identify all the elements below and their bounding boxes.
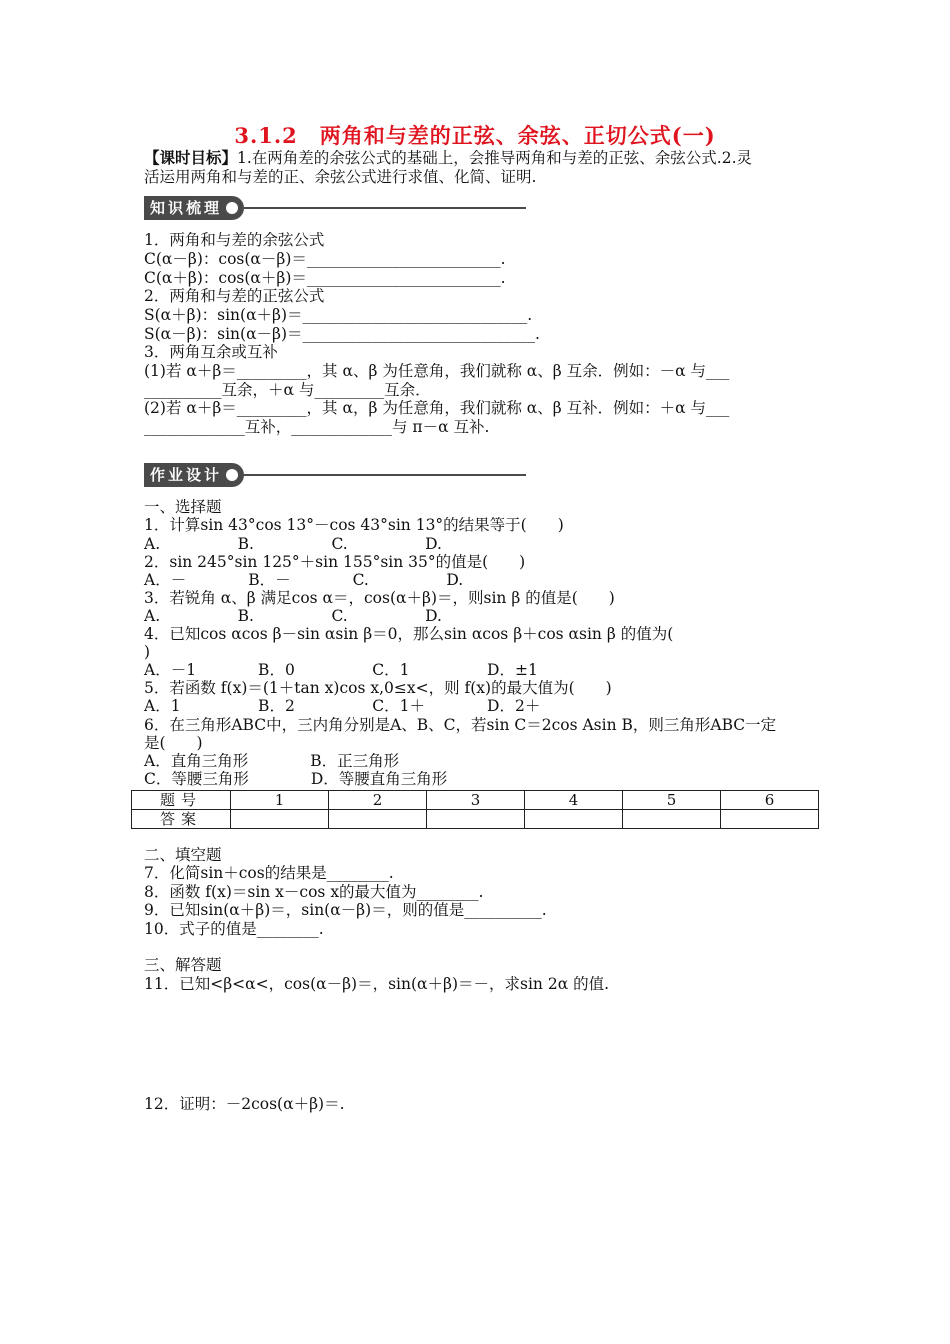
- knowledge-line: (1)若 α＋β＝_________，其 α、β 为任意角，我们就称 α、β 互余．例如：－α 与___: [144, 362, 730, 380]
- answer-cell[interactable]: [427, 810, 525, 829]
- exercise-line: 一、选择题: [144, 498, 222, 516]
- fill-line: 7．化简sin＋cos的结果是________.: [144, 864, 394, 882]
- table-row: [132, 810, 819, 829]
- exercise-line: 5．若函数 f(x)＝(1＋tan x)cos x,0≤x<，则 f(x)的最大值为( ): [144, 679, 612, 697]
- exercise-line: 1．计算sin 43°cos 13°－cos 43°sin 13°的结果等于( ): [144, 516, 564, 534]
- knowledge-line: C(α－β)：cos(α－β)＝_________________________.: [144, 250, 506, 268]
- knowledge-line: 2．两角和与差的正弦公式: [144, 287, 325, 305]
- exercise-line: 6．在三角形ABC中，三内角分别是A、B、C，若sin C＝2cos Asin B，则三角形ABC一定: [144, 716, 777, 734]
- objectives-label: 【课时目标】: [144, 148, 238, 167]
- answer-cell[interactable]: [623, 810, 721, 829]
- question-number: 4: [525, 791, 623, 810]
- fill-line: 10．式子的值是________.: [144, 920, 324, 938]
- answer-cell[interactable]: [721, 810, 819, 829]
- banner-label: 知识梳理: [144, 196, 244, 220]
- knowledge-line: 1．两角和与差的余弦公式: [144, 231, 325, 249]
- knowledge-line: __________互余，＋α 与_________互余．: [144, 381, 431, 399]
- knowledge-line: _____________互补，_____________与 π－α 互补.: [144, 418, 490, 436]
- fill-line: 二、填空题: [144, 846, 222, 864]
- knowledge-line: C(α＋β)：cos(α＋β)＝_________________________.: [144, 269, 506, 287]
- exercise-line: A．直角三角形 B．正三角形: [144, 752, 400, 770]
- solve-line: 11．已知<β<α<，cos(α－β)＝，sin(α＋β)＝－，求sin 2α 的值.: [144, 975, 610, 993]
- question-number: 5: [623, 791, 721, 810]
- exercise-line: C．等腰三角形 D．等腰直角三角形: [144, 770, 448, 788]
- knowledge-line: S(α＋β)：sin(α＋β)＝_____________________________.: [144, 306, 533, 324]
- row-header-answer: 答案: [132, 810, 231, 829]
- answer-table: [131, 790, 819, 829]
- knowledge-line: (2)若 α＋β＝_________，其 α，β 为任意角，我们就称 α、β 互补．例如：＋α 与___: [144, 399, 730, 417]
- banner-label: 作业设计: [144, 463, 244, 487]
- fill-line: 9．已知sin(α＋β)＝，sin(α－β)＝，则的值是__________.: [144, 901, 547, 919]
- exercise-line: 3．若锐角 α、β 满足cos α＝，cos(α＋β)＝，则sin β 的值是( ): [144, 589, 615, 607]
- answer-cell[interactable]: [329, 810, 427, 829]
- banner-rule: [244, 474, 526, 476]
- exercise-line: A．－ B．－ C. D.: [144, 571, 464, 589]
- question-number: 1: [231, 791, 329, 810]
- question-number: 3: [427, 791, 525, 810]
- question-number: 6: [721, 791, 819, 810]
- row-header-question: 题号: [132, 791, 231, 810]
- table-row: [132, 791, 819, 810]
- exercise-line: ): [144, 643, 151, 661]
- exercise-line: A．1 B．2 C．1＋ D．2＋: [144, 697, 541, 715]
- question-number: 2: [329, 791, 427, 810]
- answer-cell[interactable]: [231, 810, 329, 829]
- exercise-line: 2．sin 245°sin 125°＋sin 155°sin 35°的值是( ): [144, 553, 526, 571]
- objectives-line-1: 1.在两角差的余弦公式的基础上，会推导两角和与差的正弦、余弦公式.2.灵: [237, 149, 753, 167]
- answer-cell[interactable]: [525, 810, 623, 829]
- banner-rule: [244, 207, 526, 209]
- lesson-objectives: [144, 148, 814, 187]
- knowledge-line: 3．两角互余或互补: [144, 343, 278, 361]
- exercise-line: A．－1 B．0 C．1 D．±1: [144, 661, 538, 679]
- solve-line: 三、解答题: [144, 956, 222, 974]
- exercise-line: 是( ): [144, 734, 203, 752]
- exercise-line: A. B. C. D.: [144, 607, 442, 625]
- fill-line: 8．函数 f(x)＝sin x－cos x的最大值为________.: [144, 883, 484, 901]
- exercise-line: 4．已知cos αcos β－sin αsin β＝0，那么sin αcos β＋cos αsin β 的值为(: [144, 625, 674, 643]
- objectives-line-2: 活运用两角和与差的正、余弦公式进行求值、化简、证明.: [144, 168, 537, 186]
- exercise-line: A. B. C. D.: [144, 535, 442, 553]
- banner-dot-icon: [226, 469, 238, 481]
- knowledge-line: S(α－β)：sin(α－β)＝______________________________.: [144, 325, 540, 343]
- page-title: 3.1.2 两角和与差的正弦、余弦、正切公式(一): [234, 123, 716, 148]
- question-12: 12．证明：－2cos(α＋β)＝.: [144, 1095, 345, 1113]
- banner-dot-icon: [226, 202, 238, 214]
